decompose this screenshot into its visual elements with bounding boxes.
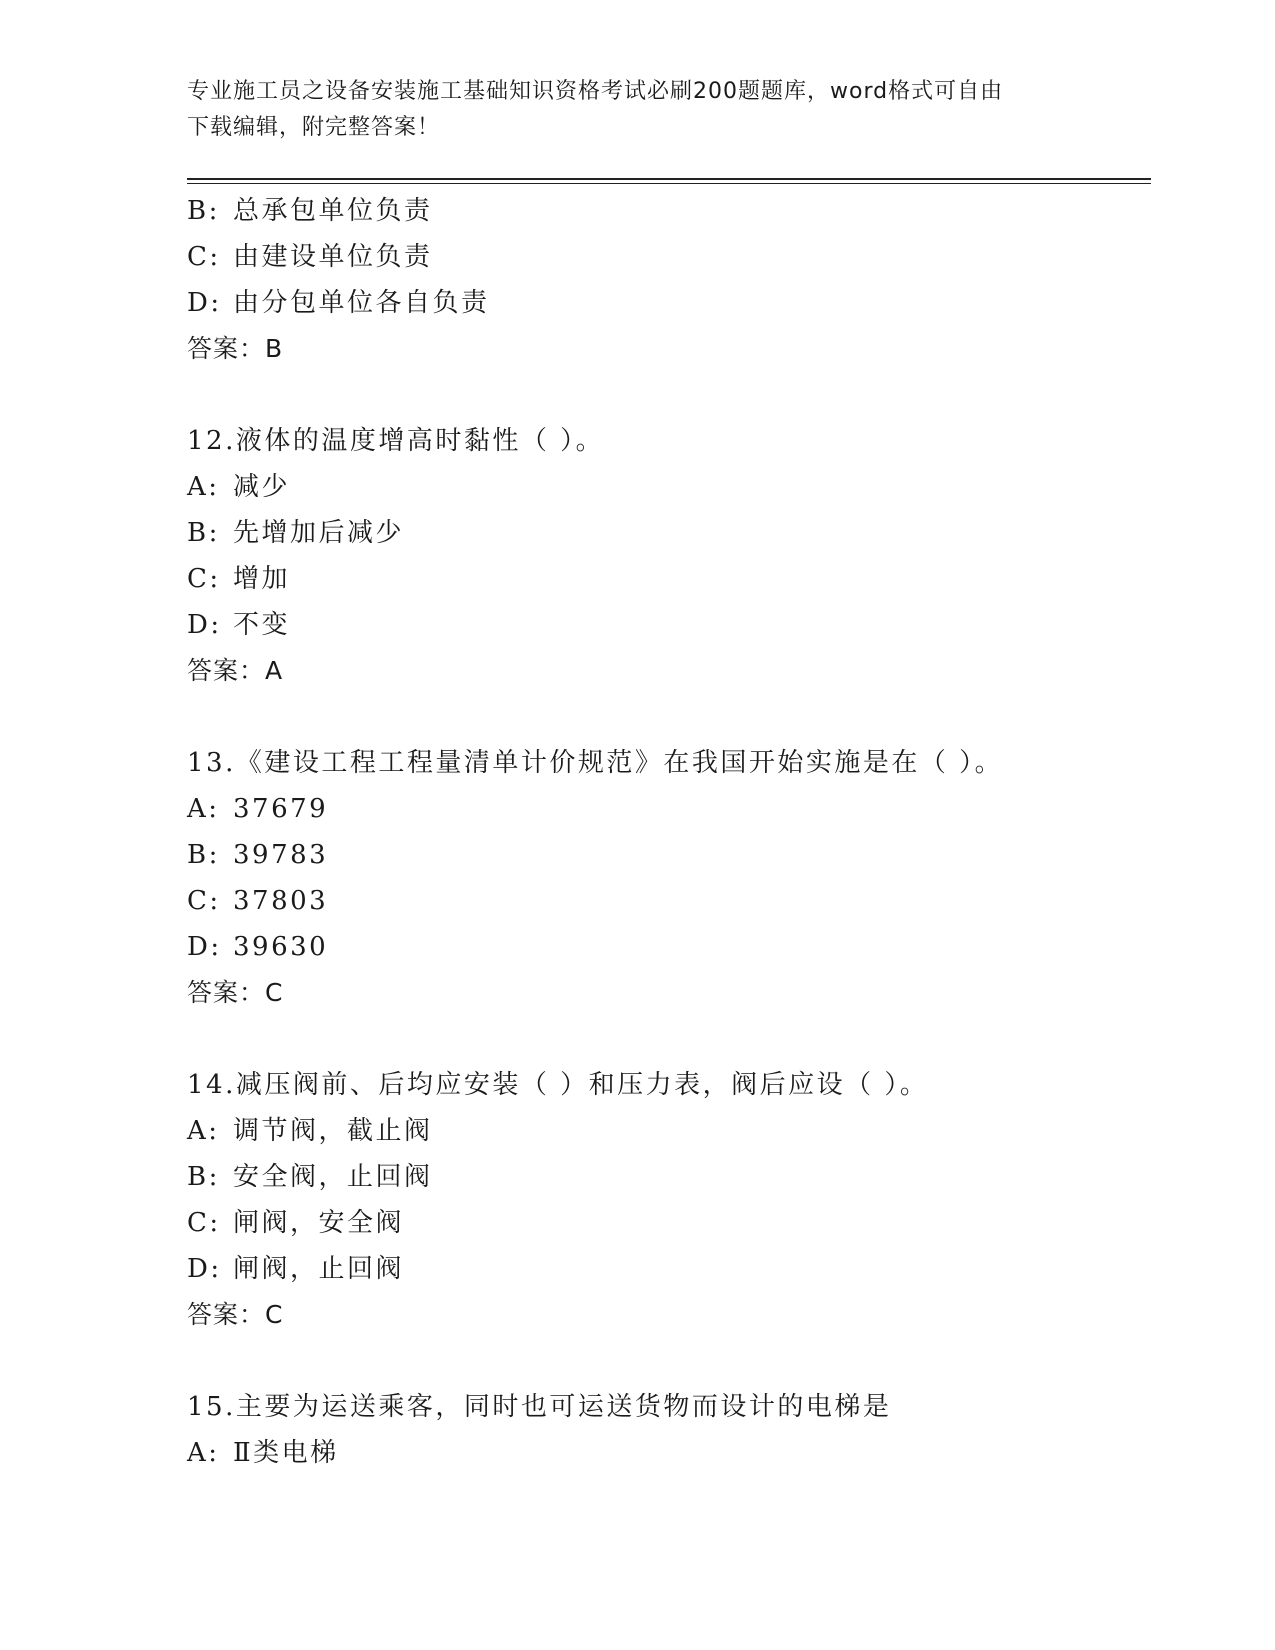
- document-header: [187, 74, 1067, 146]
- answer-line: 答案：B: [187, 334, 284, 363]
- option-c: [187, 1200, 1147, 1246]
- question-13: [187, 740, 1147, 1016]
- option-letter: C:: [187, 1208, 221, 1238]
- option-letter: D:: [187, 288, 222, 318]
- option-text: Ⅱ类电梯: [233, 1438, 339, 1468]
- option-text: 总承包单位负责: [233, 196, 433, 226]
- option-letter: B:: [187, 1162, 220, 1192]
- option-text: 安全阀，止回阀: [233, 1162, 433, 1192]
- option-a: [187, 1430, 1147, 1476]
- option-text: 39630: [233, 932, 329, 962]
- option-letter: D:: [187, 1254, 222, 1284]
- option-d: [187, 280, 1147, 326]
- question-stem: 13.《建设工程工程量清单计价规范》在我国开始实施是在（ ）。: [187, 748, 1004, 778]
- question-stem: 12.液体的温度增高时黏性（ ）。: [187, 426, 605, 456]
- option-letter: B:: [187, 840, 220, 870]
- option-c: [187, 878, 1147, 924]
- option-d: [187, 1246, 1147, 1292]
- option-b: [187, 832, 1147, 878]
- option-text: 37803: [233, 886, 329, 916]
- question-12: [187, 418, 1147, 694]
- option-letter: C:: [187, 242, 221, 272]
- option-text: 闸阀，止回阀: [233, 1254, 405, 1284]
- option-text: 不变: [233, 610, 291, 640]
- question-15: [187, 1384, 1147, 1476]
- option-a: [187, 464, 1147, 510]
- option-letter: A:: [187, 472, 220, 502]
- header-divider-thick: [187, 178, 1151, 180]
- option-text: 闸阀，安全阀: [233, 1208, 405, 1238]
- option-letter: A:: [187, 1438, 220, 1468]
- option-text: 39783: [233, 840, 329, 870]
- option-d: [187, 602, 1147, 648]
- answer-line: 答案：C: [187, 1300, 284, 1329]
- option-text: 增加: [233, 564, 291, 594]
- question-stem: 14.减压阀前、后均应安装（ ）和压力表，阀后应设（ ）。: [187, 1070, 929, 1100]
- option-text: 37679: [233, 794, 329, 824]
- option-c: [187, 234, 1147, 280]
- option-b: [187, 510, 1147, 556]
- option-text: 减少: [233, 472, 291, 502]
- option-letter: A:: [187, 1116, 220, 1146]
- option-letter: C:: [187, 886, 221, 916]
- option-letter: D:: [187, 610, 222, 640]
- option-b: [187, 188, 1147, 234]
- question-list: [187, 188, 1147, 1476]
- header-divider-thin: [187, 183, 1151, 184]
- option-text: 先增加后减少: [233, 518, 405, 548]
- option-c: [187, 556, 1147, 602]
- header-title-line-2: 下载编辑，附完整答案！: [187, 115, 441, 140]
- option-letter: D:: [187, 932, 222, 962]
- question-stem: 15.主要为运送乘客，同时也可运送货物而设计的电梯是: [187, 1392, 892, 1422]
- option-b: [187, 1154, 1147, 1200]
- option-letter: B:: [187, 196, 220, 226]
- answer-line: 答案：A: [187, 656, 284, 685]
- option-text: 由建设单位负责: [233, 242, 433, 272]
- option-d: [187, 924, 1147, 970]
- question-11: [187, 188, 1147, 372]
- option-letter: C:: [187, 564, 221, 594]
- option-a: [187, 786, 1147, 832]
- header-title-line-1: 专业施工员之设备安装施工基础知识资格考试必刷200题题库，word格式可自由: [187, 79, 1004, 104]
- question-14: [187, 1062, 1147, 1338]
- option-text: 由分包单位各自负责: [233, 288, 490, 318]
- option-letter: A:: [187, 794, 220, 824]
- option-text: 调节阀，截止阀: [233, 1116, 433, 1146]
- answer-line: 答案：C: [187, 978, 284, 1007]
- option-a: [187, 1108, 1147, 1154]
- option-letter: B:: [187, 518, 220, 548]
